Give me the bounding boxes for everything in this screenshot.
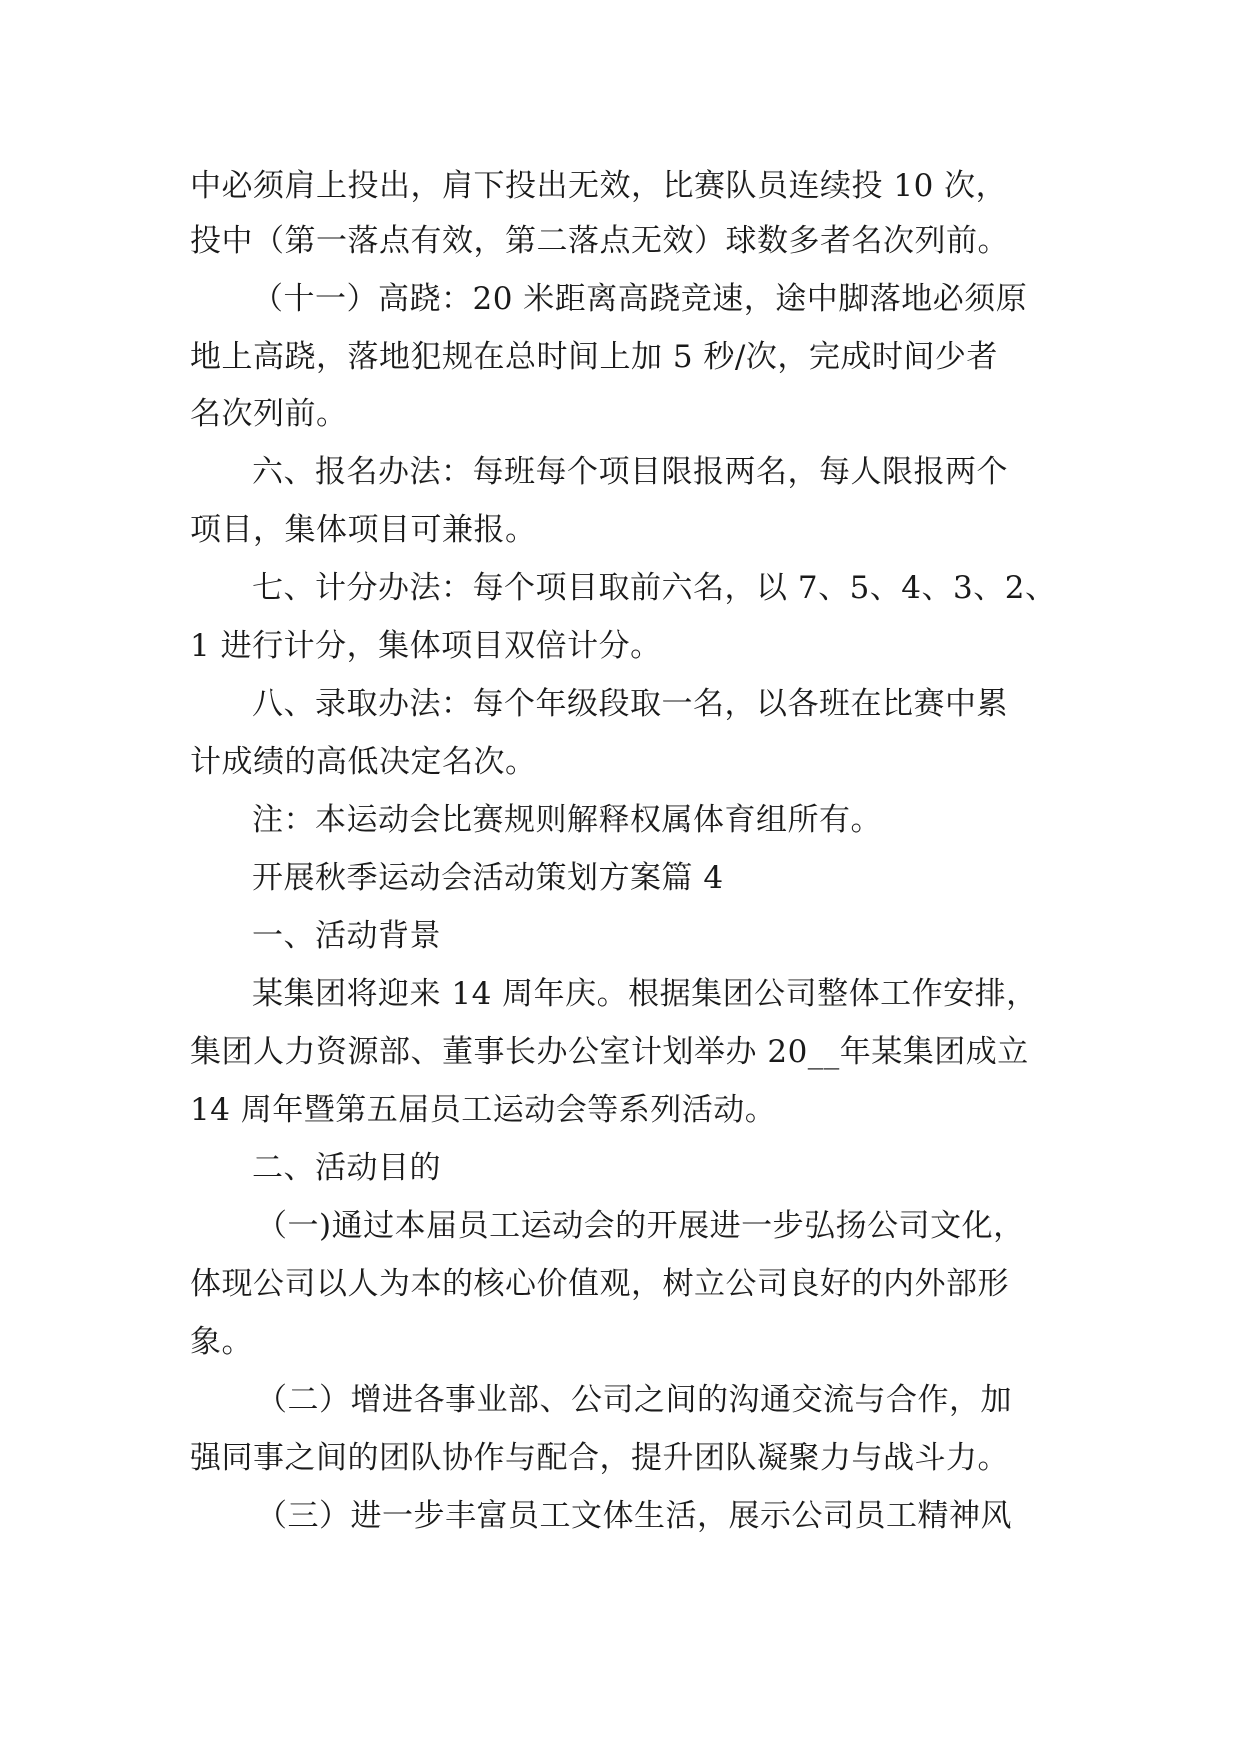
subsection-heading: 一、活动背景 (252, 918, 441, 954)
text-line: 名次列前。 (190, 396, 348, 432)
section-heading: 开展秋季运动会活动策划方案篇 4 (252, 860, 724, 896)
text-line: （十一）高跷：20 米距离高跷竞速，途中脚落地必须原 (252, 281, 1028, 317)
text-line: 七、计分办法：每个项目取前六名，以 7、5、4、3、2、 (252, 570, 1057, 606)
text-line: 体现公司以人为本的核心价值观，树立公司良好的内外部形 (190, 1266, 1009, 1302)
text-line: 地上高跷，落地犯规在总时间上加 5 秒/次，完成时间少者 (190, 339, 998, 375)
text-line: 14 周年暨第五届员工运动会等系列活动。 (190, 1092, 777, 1128)
text-line: 象。 (190, 1324, 253, 1360)
text-line: 集团人力资源部、董事长办公室计划举办 20__年某集团成立 (190, 1034, 1029, 1070)
text-line: 强同事之间的团队协作与配合，提升团队凝聚力与战斗力。 (190, 1440, 1009, 1476)
text-line: 项目，集体项目可兼报。 (190, 512, 537, 548)
text-line: 中必须肩上投出，肩下投出无效，比赛队员连续投 10 次， (190, 168, 1008, 204)
text-line: （三）进一步丰富员工文体生活，展示公司员工精神风 (256, 1498, 1012, 1534)
text-line: 投中（第一落点有效，第二落点无效）球数多者名次列前。 (190, 223, 1009, 259)
text-line: 1 进行计分，集体项目双倍计分。 (190, 628, 662, 664)
text-line: 注：本运动会比赛规则解释权属体育组所有。 (252, 802, 882, 838)
subsection-heading: 二、活动目的 (252, 1150, 441, 1186)
text-line: 计成绩的高低决定名次。 (190, 744, 537, 780)
text-line: （二）增进各事业部、公司之间的沟通交流与合作，加 (256, 1382, 1012, 1418)
text-line: 八、录取办法：每个年级段取一名，以各班在比赛中累 (252, 686, 1008, 722)
text-line: （一)通过本届员工运动会的开展进一步弘扬公司文化， (256, 1208, 1025, 1244)
text-line: 某集团将迎来 14 周年庆。根据集团公司整体工作安排， (252, 976, 1038, 1012)
text-line: 六、报名办法：每班每个项目限报两名，每人限报两个 (252, 454, 1008, 490)
